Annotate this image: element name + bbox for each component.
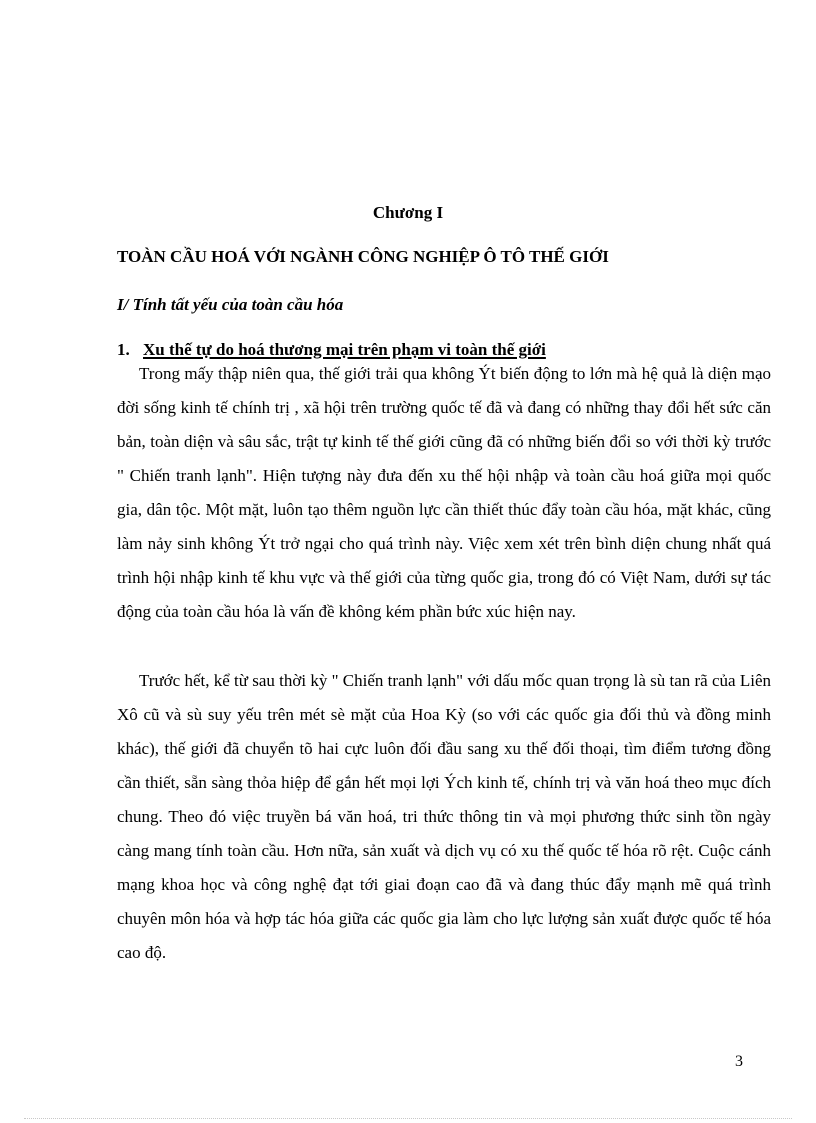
body-paragraph: Trong mấy thập niên qua, thế giới trải qua không Ýt biến động to lớn mà hệ quả là diện mạo đời sống kinh tế chính trị , xã hội trên trường quốc tế đã và đang có những thay đổi hết sức căn bản, toàn diện và sâu sắc, trật tự kinh tế thế giới cũng đã có những biến đổi so với thời kỳ trước " Chiến tranh lạnh". Hiện tượng này đưa đến xu thế hội nhập và toàn cầu hoá giữa mọi quốc gia, dân tộc. Một mặt, luôn tạo thêm nguồn lực cần thiết thúc đẩy toàn cầu hóa, mặt khác, cũng làm nảy sinh không Ýt trở ngại cho quá trình này. Việc xem xét trên bình diện chung nhất quá trình hội nhập kinh tế khu vực và thế giới của từng quốc gia, trong đó có Việt Nam, dưới sự tác động của toàn cầu hóa là vấn đề không kém phần bức xúc hiện nay.: [117, 364, 771, 621]
body-paragraph-block-1: [117, 357, 771, 629]
chapter-label: Chương I: [372, 203, 444, 222]
body-paragraph: Trước hết, kể từ sau thời kỳ " Chiến tranh lạnh" với dấu mốc quan trọng là sù tan rã của Liên Xô cũ và sù suy yếu trên mét sè mặt của Hoa Kỳ (so với các quốc gia đối thủ và đồng minh khác), thế giới đã chuyển tõ hai cực luôn đối đầu sang xu thế đối thoại, tìm điểm tương đồng cần thiết, sẵn sàng thỏa hiệp để gắn hết mọi lợi Ých kinh tế, chính trị và văn hoá theo mục đích chung. Theo đó việc truyền bá văn hoá, tri thức thông tin và mọi phương thức sinh tồn ngày càng mang tính toàn cầu. Hơn nữa, sản xuất và dịch vụ có xu thế quốc tế hóa rõ rệt. Cuộc cánh mạng khoa học và công nghệ đạt tới giai đoạn cao đã và đang thúc đẩy mạnh mẽ quá trình chuyên môn hóa và hợp tác hóa giữa các quốc gia làm cho lực lượng sản xuất được quốc tế hóa cao độ.: [117, 671, 771, 962]
section-heading: I/ Tính tất yếu của toàn cầu hóa: [117, 295, 344, 314]
page-number: 3: [735, 1053, 743, 1070]
subsection-number: 1.: [117, 340, 130, 359]
subsection-title: Xu thế tự do hoá thương mại trên phạm vi toàn thế giới: [143, 340, 546, 359]
body-paragraph-block-2: [117, 664, 771, 970]
chapter-title: TOÀN CẦU HOÁ VỚI NGÀNH CÔNG NGHIỆP Ô TÔ THẾ GIỚI: [117, 247, 609, 266]
page-bottom-divider: [24, 1118, 792, 1119]
